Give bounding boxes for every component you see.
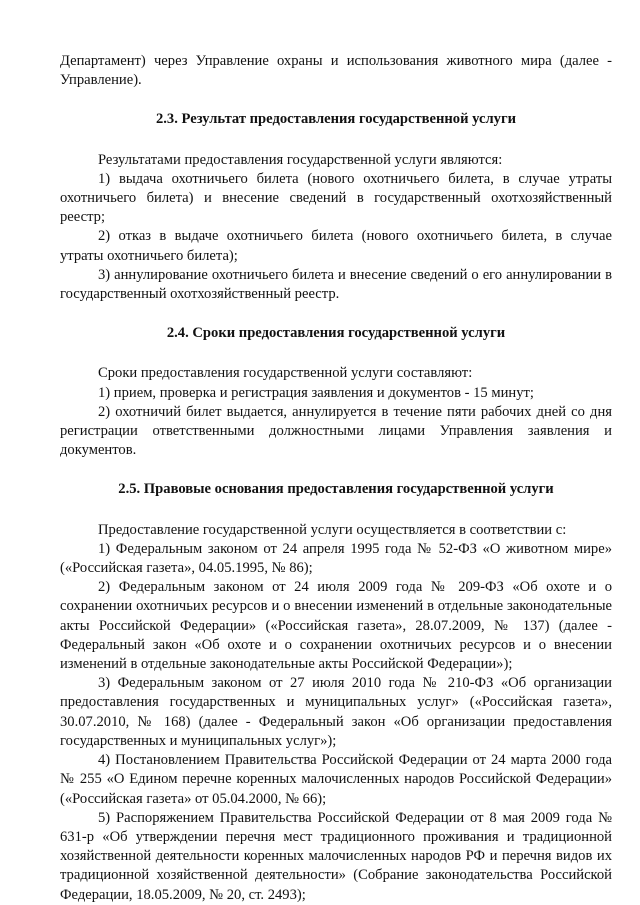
section-2-3-paragraph: 2) отказ в выдаче охотничьего билета (нового охотничьего билета, в случае утраты охотничьего билета); — [60, 228, 612, 264]
section-2-5-paragraph: 3) Федеральным законом от 27 июля 2010 года № 210-ФЗ «Об организации предоставления государственных и муниципальных услуг» («Российская газета», 30.07.2010, № 168) (далее - Федеральный закон «Об организации предоставления государственных и муниципальных услуг»); — [60, 675, 612, 749]
section-2-4-paragraph: 1) прием, проверка и регистрация заявления и документов - 15 минут; — [98, 384, 534, 401]
section-2-5-paragraph: 2) Федеральным законом от 24 июля 2009 года № 209-ФЗ «Об охоте и о сохранении охотничьих ресурсов и о внесении изменений в отдельные законодательные акты Российской Федерации» («Российская газета», 28.07.2009, № 137) (далее - Федеральный закон «Об охоте и о сохранении охотничьих ресурсов и о внесении изменений в отдельные законодательные акты Российской Федерации»); — [60, 579, 612, 673]
section-2-4-paragraph: 2) охотничий билет выдается, аннулируется в течение пяти рабочих дней со дня регистрации ответственными должностными лицами Управления заявления и документов. — [60, 403, 612, 459]
section-2-5-paragraph: Предоставление государственной услуги осуществляется в соответствии с: — [98, 521, 567, 538]
section-2-4-paragraph: Сроки предоставления государственной услуги составляют: — [98, 365, 473, 382]
section-2-3-paragraph: 1) выдача охотничьего билета (нового охотничьего билета, в случае утраты охотничьего билета) и внесение сведений в государственный охотхозяйственный реестр; — [60, 170, 612, 226]
section-2-3-paragraph: Результатами предоставления государственной услуги являются: — [98, 151, 503, 168]
section-2-5-paragraph: 5) Распоряжением Правительства Российской Федерации от 8 мая 2009 года № 631-р «Об утверждении перечня мест традиционного проживания и традиционной хозяйственной деятельности коренных малочисленных народов РФ и перечня видов их традиционной хозяйственной деятельности» (Собрание законодательства Российской Федерации, 18.05.2009, № 20, ст. 2493); — [60, 809, 612, 903]
intro-paragraph: Департамент) через Управление охраны и использования животного мира (далее - Управление). — [60, 53, 612, 89]
section-2-4-heading: 2.4. Сроки предоставления государственной услуги — [166, 325, 506, 342]
section-2-5-heading: 2.5. Правовые основания предоставления государственной услуги — [118, 481, 554, 498]
section-2-3-paragraph: 3) аннулирование охотничьего билета и внесение сведений о его аннулировании в государственный охотхозяйственный реестр. — [60, 266, 612, 303]
section-2-5-paragraph: 1) Федеральным законом от 24 апреля 1995 года № 52-ФЗ «О животном мире» («Российская газета», 04.05.1995, № 86); — [60, 540, 612, 577]
section-2-5-paragraph: 4) Постановлением Правительства Российской Федерации от 24 марта 2000 года № 255 «О Едином перечне коренных малочисленных народов Российской Федерации» («Российская газета» от 05.04.2000, № 66); — [60, 752, 612, 807]
section-2-3-heading: 2.3. Результат предоставления государственной услуги — [155, 111, 517, 128]
